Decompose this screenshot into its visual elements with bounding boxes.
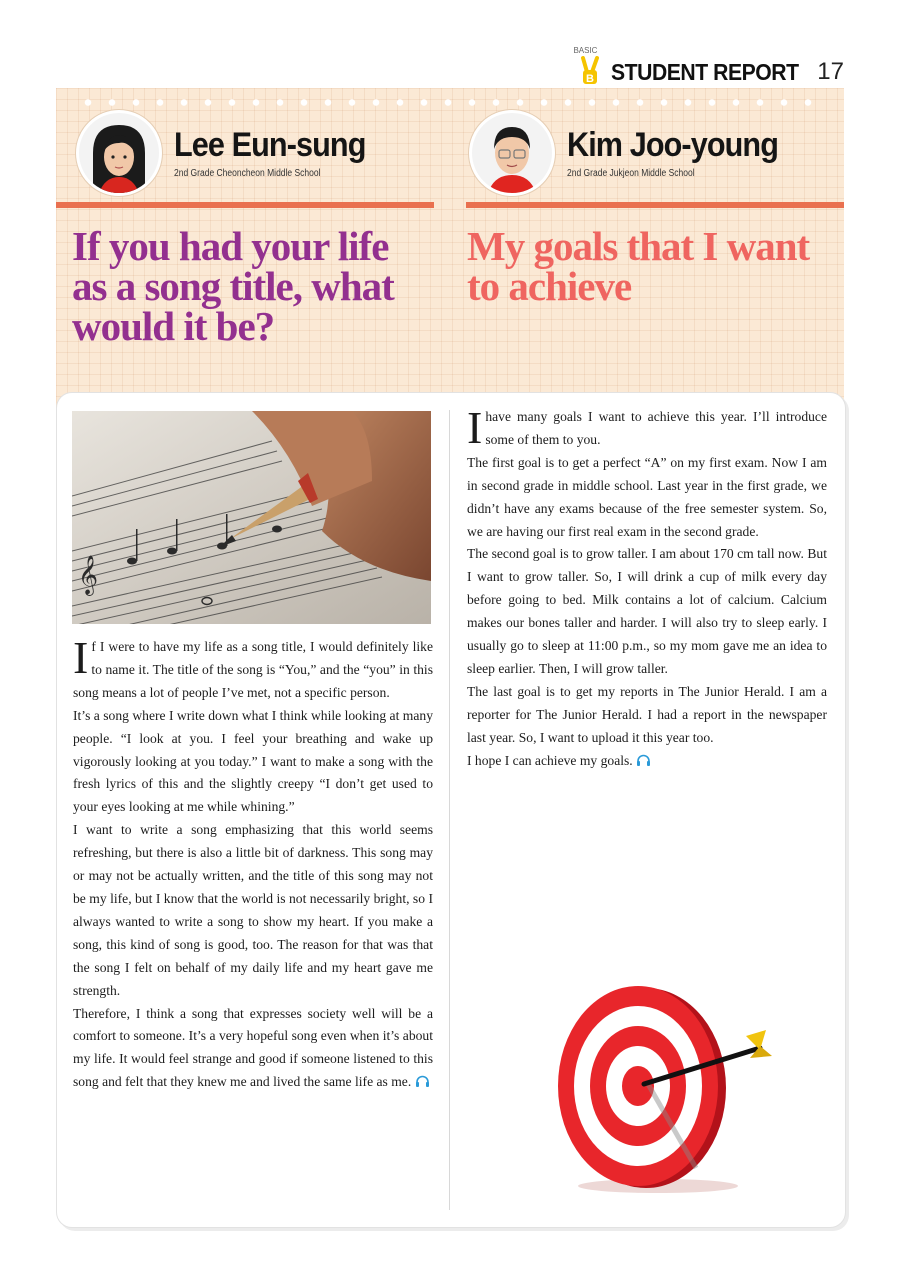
right-paragraph-2: The first goal is to get a perfect “A” on my first exam. Now I am in second grade in middle school. Last year in the first grade, we didn’t have any exams because of the free semester system. So, we are having our first real exam in the second grade. [467, 454, 827, 539]
left-headline: If you had your life as a song title, what would it be? [72, 223, 394, 349]
left-article-body [73, 632, 433, 1094]
v-sign-icon [581, 56, 599, 86]
left-accent-rule [56, 202, 434, 208]
right-author-name: Kim Joo-young [567, 125, 778, 164]
right-accent-rule [466, 202, 844, 208]
left-drop-cap: I [73, 632, 89, 683]
left-paragraph-2: It’s a song where I write down what I think while looking at many people. “I look at you. I feel your breathing and wake up vigorously looking at you today.” I want to make a song with the fresh lyrics of this and the slightly creepy “I don’t get used to your eyes looking at me while whining.” [73, 707, 433, 815]
logo-basic-label: BASIC [573, 46, 598, 55]
right-drop-cap: I [467, 402, 483, 453]
section-title: STUDENT REPORT [611, 59, 799, 85]
left-author-name: Lee Eun-sung [174, 125, 366, 164]
right-paragraph-1: I have many goals I want to achieve this year. I’ll introduce some of them to you. [467, 402, 827, 453]
left-author-school: 2nd Grade Cheoncheon Middle School [174, 167, 321, 179]
left-paragraph-1: If I were to have my life as a song title, I would definitely like to name it. The title of the song is “You,” and the “you” in this song means a lot of people I’ve met, not a specific person. [73, 632, 433, 700]
page-number: 17 [817, 58, 844, 85]
svg-text:𝄞: 𝄞 [78, 555, 99, 595]
headphones-icon [415, 1075, 430, 1087]
left-paragraph-4: Therefore, I think a song that expresses society well will be a comfort to someone. It’s a very hopeful song even when it’s about my life. It would feel strange and good if someone listened to this song and felt that they knew me and lived the same life as me. [73, 1005, 433, 1090]
column-divider [449, 410, 450, 1210]
headphones-icon [636, 754, 651, 766]
right-author-portrait [472, 113, 552, 193]
target-illustration [546, 980, 776, 1194]
page-header [573, 28, 844, 88]
notebook-holes [76, 98, 824, 107]
right-author-school: 2nd Grade Jukjeon Middle School [567, 167, 695, 179]
right-headline: My goals that I want to achieve [467, 223, 810, 309]
avatar [469, 110, 555, 196]
left-author [76, 110, 387, 196]
right-paragraph-5: I hope I can achieve my goals. [467, 750, 827, 773]
dartboard-arrow-icon [546, 980, 776, 1194]
basic-logo [573, 46, 603, 88]
right-article-body [467, 402, 827, 773]
pencil-sheet-music-image [72, 411, 431, 624]
right-paragraph-3: The second goal is to grow taller. I am about 170 cm tall now. But I want to grow taller. So, I will drink a cup of milk every day before going to bed. Milk contains a lot of calcium. Calcium makes our bones taller and harder. I will also try to sleep early. I usually go to sleep at 11:00 p.m., so my mom gave me an idea to sleep earlier. Then, I will grow taller. [467, 546, 827, 676]
right-paragraph-4: The last goal is to get my reports in The Junior Herald. I am a reporter for The Junior Herald. I had a report in the newspaper last year. So, I want to upload it this year too. [467, 683, 827, 745]
left-paragraph-3: I want to write a song emphasizing that this world seems refreshing, but there is also a little bit of darkness. This song may or may not be actually written, and the title of this song may not be my life, but I know that the world is not necessarily bright, so I always wanted to write a song to show my heart. If you make a song, this kind of song is good, too. The reason for that was that the song I felt on behalf of my daily life and my heart gave me strength. [73, 822, 433, 998]
avatar [76, 110, 162, 196]
logo-letter: B [586, 73, 595, 85]
left-author-portrait [79, 113, 159, 193]
music-writing-photo [72, 411, 431, 624]
right-author [469, 110, 801, 196]
